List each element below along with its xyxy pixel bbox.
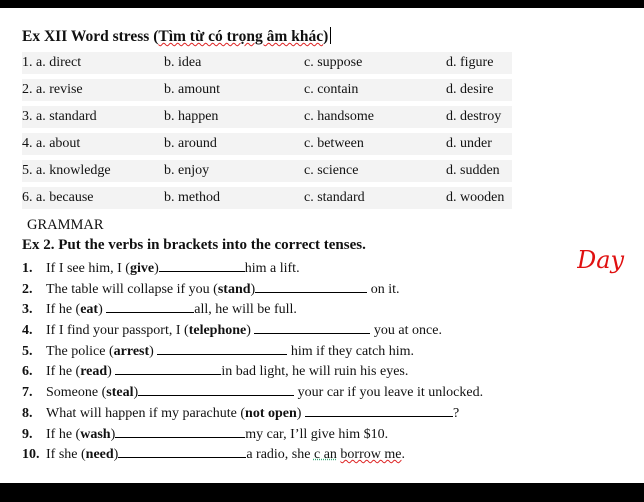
answer-blank[interactable]: [305, 404, 453, 417]
answer-blank[interactable]: [254, 321, 370, 334]
answer-blank[interactable]: [255, 280, 367, 293]
question: 6. If he (read) in bad light, he will ruin his eyes.: [22, 364, 409, 379]
answer-blank[interactable]: [159, 259, 245, 272]
exercise-2-title: Ex 2. Put the verbs in brackets into the correct tenses.: [22, 237, 366, 253]
word-stress-row: 2. a. revise b. amount c. contain d. desire: [22, 79, 512, 101]
word-stress-row: 3. a. standard b. happen c. handsome d. destroy: [22, 106, 512, 128]
top-border: [0, 0, 644, 8]
handwritten-day-annotation: [577, 246, 637, 280]
svg-text:Day: Day: [577, 246, 625, 274]
question: 1. If I see him, I (give) him a lift.: [22, 261, 300, 276]
word-stress-row: 4. a. about b. around c. between d. under: [22, 133, 512, 155]
text-cursor: [330, 27, 331, 44]
answer-blank[interactable]: [138, 383, 294, 396]
answer-blank[interactable]: [157, 342, 287, 355]
word-stress-row: 5. a. knowledge b. enjoy c. science d. sudden: [22, 160, 512, 182]
word-stress-row: 6. a. because b. method c. standard d. wooden: [22, 187, 512, 209]
answer-blank[interactable]: [118, 445, 246, 458]
grammar-heading: GRAMMAR: [27, 217, 104, 233]
answer-blank[interactable]: [106, 300, 194, 313]
exercise-title: Ex XII Word stress (Tìm từ có trọng âm khác): [22, 27, 331, 46]
question: 7. Someone (steal) your car if you leave it unlocked.: [22, 385, 484, 400]
question: 2. The table will collapse if you (stand) on it.: [22, 282, 400, 297]
word-stress-row: 1. a. direct b. idea c. suppose d. figure: [22, 52, 512, 74]
question: 10. If she (need) a radio, she c an borrow me.: [22, 447, 405, 462]
question: 9. If he (wash) my car, I’ll give him $10.: [22, 427, 389, 442]
question: 8. What will happen if my parachute (not open) ?: [22, 406, 460, 421]
question: 5. The police (arrest) him if they catch him.: [22, 344, 415, 359]
bottom-border: [0, 483, 644, 502]
question: 3. If he (eat) all, he will be full.: [22, 302, 297, 317]
answer-blank[interactable]: [115, 425, 245, 438]
question: 4. If I find your passport, I (telephone) you at once.: [22, 323, 442, 338]
answer-blank[interactable]: [115, 362, 221, 375]
